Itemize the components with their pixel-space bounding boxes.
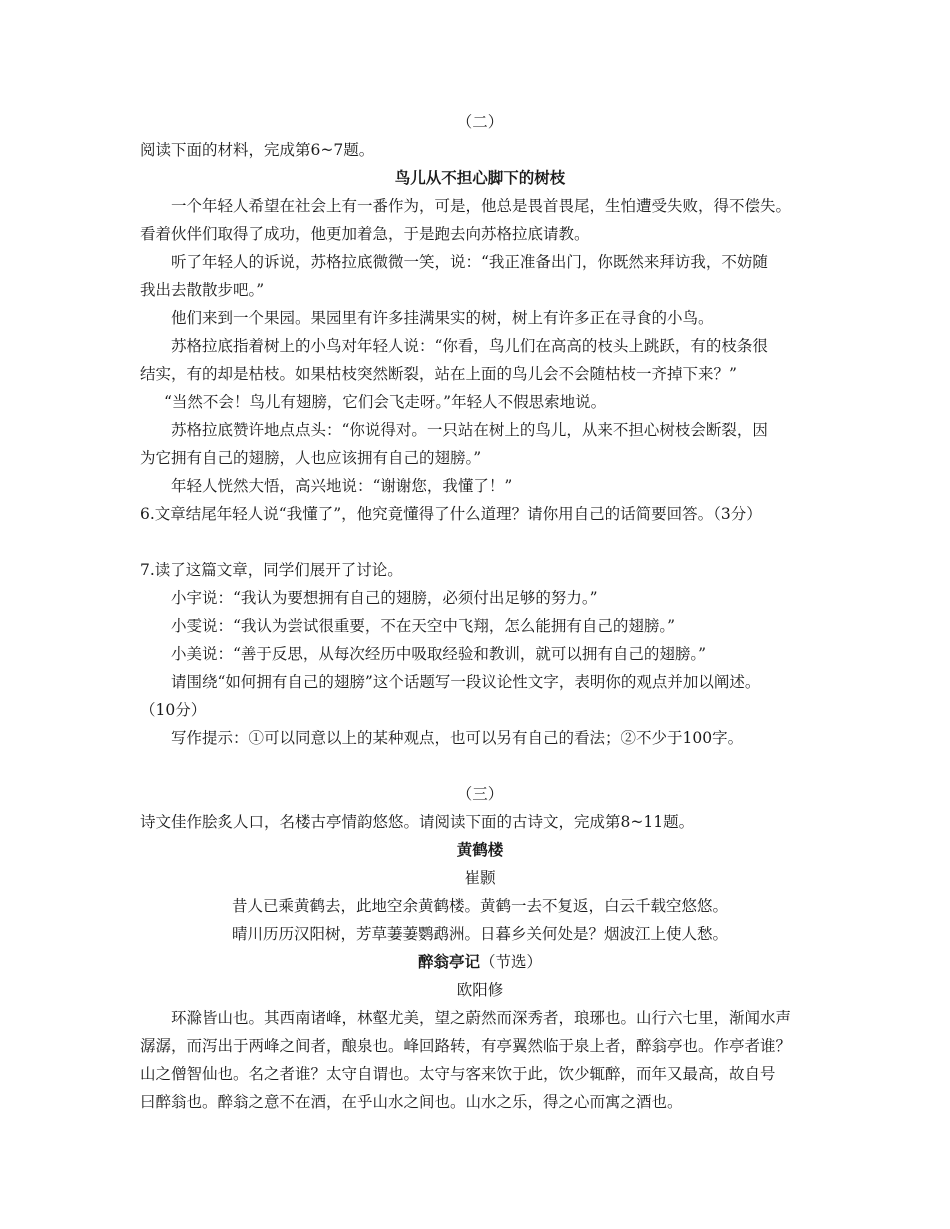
section-heading-2: （二） (456, 113, 504, 131)
prose-title (140, 948, 820, 976)
section-instruction-2: 阅读下面的材料，完成第6~7题。 (140, 141, 375, 159)
opinion-xiaowen: 小雯说：“我认为尝试很重要，不在天空中飞翔，怎么能拥有自己的翅膀。” (171, 617, 676, 635)
answer-space (140, 528, 820, 556)
paragraph-7-line-1: 年轻人恍然大悟，高兴地说：“谢谢您，我懂了！” (171, 477, 513, 495)
poem-line-1: 昔人已乘黄鹤去，此地空余黄鹤楼。黄鹤一去不复返，白云千载空悠悠。 (231, 897, 728, 915)
paragraph-1-line-2: 看着伙伴们取得了成功，他更加着急，于是跑去向苏格拉底请教。 (140, 225, 590, 243)
section-heading-3: （三） (456, 785, 504, 803)
article-title: 鸟儿从不担心脚下的树枝 (394, 168, 566, 187)
question-7-task-line-1: 请围绕“如何拥有自己的翅膀”这个话题写一段议论性文字，表明你的观点并加以阐述。 (171, 673, 761, 691)
prose-line-1: 环滁皆山也。其西南诸峰，林壑尤美，望之蔚然而深秀者，琅琊也。山行六七里，渐闻水声 (171, 1009, 792, 1027)
prose-author: 欧阳修 (456, 981, 504, 999)
prose-title-text: 醉翁亭记 (417, 952, 480, 971)
paragraph-2-line-1: 听了年轻人的诉说，苏格拉底微微一笑，说：“我正准备出门，你既然来拜访我，不妨随 (171, 253, 768, 271)
prose-title-note: （节选） (480, 953, 543, 971)
poem-line-2: 晴川历历汉阳树，芳草萋萋鹦鹉洲。日暮乡关何处是？烟波江上使人愁。 (231, 925, 728, 943)
question-7-stem: 7.读了这篇文章，同学们展开了讨论。 (140, 561, 403, 579)
paragraph-1-line-1: 一个年轻人希望在社会上有一番作为，可是，他总是畏首畏尾，生怕遭受失败，得不偿失。 (171, 197, 792, 215)
paragraph-4-line-1: 苏格拉底指着树上的小鸟对年轻人说：“你看，鸟儿们在高高的枝头上跳跃，有的枝条很 (171, 337, 768, 355)
prose-line-2: 潺潺，而泻出于两峰之间者，酿泉也。峰回路转，有亭翼然临于泉上者，醉翁亭也。作亭者谁？ (140, 1037, 792, 1055)
opinion-xiaoyu: 小宇说：“我认为要想拥有自己的翅膀，必须付出足够的努力。” (171, 589, 598, 607)
poem-title: 黄鹤楼 (456, 840, 504, 859)
question-7-hint: 写作提示：①可以同意以上的某种观点，也可以另有自己的看法；②不少于100字。 (171, 729, 744, 747)
document-page (140, 108, 820, 1116)
paragraph-6-line-2: 为它拥有自己的翅膀，人也应该拥有自己的翅膀。” (140, 449, 482, 467)
question-6: 6.文章结尾年轻人说“我懂了”，他究竟懂得了什么道理？请你用自己的话简要回答。（3分） (140, 505, 762, 523)
opinion-xiaomei: 小美说：“善于反思，从每次经历中吸取经验和教训，就可以拥有自己的翅膀。” (171, 645, 707, 663)
question-7-task-line-2: （10分） (140, 701, 207, 719)
poem-author: 崔颢 (464, 869, 496, 887)
paragraph-4-line-2: 结实，有的却是枯枝。如果枯枝突然断裂，站在上面的鸟儿会不会随枯枝一齐掉下来？” (140, 365, 737, 383)
section-spacer (140, 752, 820, 780)
prose-line-3: 山之僧智仙也。名之者谁？太守自谓也。太守与客来饮于此，饮少辄醉，而年又最高，故自号 (140, 1065, 776, 1083)
section-instruction-3: 诗文佳作脍炙人口，名楼古亭情韵悠悠。请阅读下面的古诗文，完成第8~11题。 (140, 813, 695, 831)
paragraph-5-line-1: “当然不会！鸟儿有翅膀，它们会飞走呀。”年轻人不假思索地说。 (164, 393, 607, 411)
prose-line-4: 曰醉翁也。醉翁之意不在酒，在乎山水之间也。山水之乐，得之心而寓之酒也。 (140, 1093, 683, 1111)
paragraph-6-line-1: 苏格拉底赞许地点点头：“你说得对。一只站在树上的鸟儿，从来不担心树枝会断裂，因 (171, 421, 768, 439)
paragraph-3-line-1: 他们来到一个果园。果园里有许多挂满果实的树，树上有许多正在寻食的小鸟。 (171, 309, 714, 327)
paragraph-2-line-2: 我出去散散步吧。” (140, 281, 265, 299)
